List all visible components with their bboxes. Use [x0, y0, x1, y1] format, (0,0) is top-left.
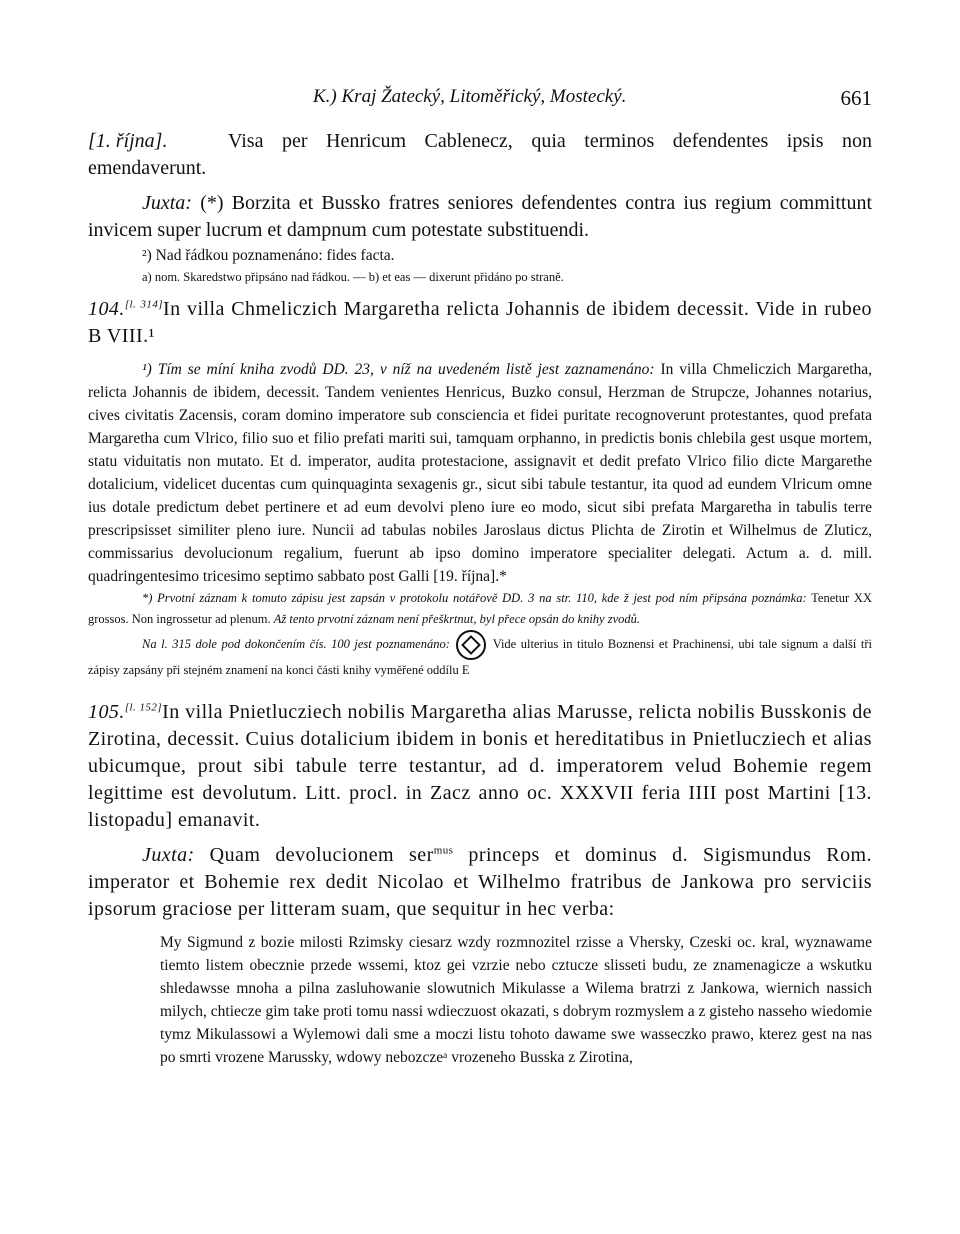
note-star-3: Až tento prvotní záznam není přeškrtnut, byl přece opsán do knihy zvodů.	[273, 612, 641, 626]
entry-105-juxta	[88, 842, 872, 923]
visa-text: Visa per Henricum Cablenecz, quia terminos defendentes ipsis non emendaverunt.	[88, 130, 872, 179]
footnote-2: ²) Nad řádkou poznamenáno: fides facta.	[142, 247, 395, 264]
entry-104-note-star	[88, 588, 872, 630]
signum-icon	[456, 630, 486, 660]
entry-104-note-1	[88, 358, 872, 588]
document-page	[88, 86, 872, 1069]
page-number: 661	[840, 86, 872, 110]
entry-105-number: 105.	[88, 701, 125, 723]
entry-104-number: 104.	[88, 298, 125, 320]
footnote-ab: a) nom. Skaredstwo připsáno nad řádkou. — b) et eas — dixerunt přidáno po straně.	[142, 270, 564, 284]
entry-105	[88, 699, 872, 834]
entry-104-text: In villa Chmeliczich Margaretha relicta Johannis de ibidem decessit. Vide in rubeo B VIII.¹	[88, 298, 873, 347]
note-1-lead: ¹) Tím se míní kniha zvodů DD. 23, v níž na uvedeném listě jest zaznamenáno:	[142, 361, 655, 378]
entry-105-juxta-post: princeps et dominus d. Sigismundus Rom. imperator et Bohemie rex dedit Nicolao et Wilhelmo fratribus de Jankowa pro serviciis ipsorum graciose per litteram suam, que sequitur in hec verba:	[88, 844, 873, 920]
entry-104-note-sign	[88, 630, 872, 681]
note-star-1: *) Prvotní záznam k tomuto zápisu jest zapsán v protokolu notářově DD. 3 na str. 110, kde ž jest pod ním připsána poznámka:	[142, 591, 807, 605]
entry-104-ref: [l. 314]	[124, 298, 164, 311]
entry-105-juxta-label: Juxta:	[142, 844, 195, 866]
running-head	[88, 86, 872, 116]
entry-105-ref: [l. 152]	[124, 701, 163, 714]
entry-105-quote: My Sigmund z bozie milosti Rzimsky ciesarz wzdy rozmnozitel rzisse a Vhersky, Czeski oc. kral, wyznawame tiemto listem obecznie przede wssemi, ktoz gei vzrzie nebo cztucze slisseti budu, ze znamenagicze a wskutku shledawsse mnoha a pilna zasluhowanie slowutnich Mikulasse a Wilema bratrzi z Jankowa, wiernich nassich milych, chtiecze gim take proti tomu nassi wdieczuost okazati, s dobrym rozmyslem a z gisteho nasseho wiedomie tymz Mikulassowi a Wylemowi dali sme a moczi listu tohoto dawame swe wasseczko prawo, kterez gest na nas po smrti vrozene Marussky, wdowy nebozczeᵃ vrozeneho Busska z Zirotina,	[160, 934, 872, 1066]
entry-visa	[88, 128, 872, 182]
juxta-label: Juxta:	[142, 192, 192, 214]
date-lead: [1. října].	[88, 130, 168, 152]
note-1-text: In villa Chmeliczich Margaretha, relicta Johannis de ibidem, decessit. Tandem venientes Henricus, Buzko consul, Herzman de Strupcze, Johannes notarius, cives civitatis Zacensis, coram domino imperatore sub consciencia et fidei puritate recognoverunt protestantes, quod prefata Margaretha cum Vlrico, filio suo et filio prefati mariti sui, tamquam orphanno, in predictis bonis chlebila gest usque mortem, statu viduitatis non mutato. Et d. imperator, audita protestacione, assignavit et dedit prefato Vlrico filio dicte Margarethe dotalicium, videlicet ducentas cum quinquaginta sexagenis gr., sicut sibi tabule testantur, ita quod ad eundem Vlricum omne ius dotale predictum debet pertinere et ad eum devolvi pleno iure eo modo, sicut sibi prefata Margaretha in tabulis terre prescripsisset similiter pleno iure. Nuncii ad tabulas nobiles Jaroslaus dictus Plichta de Zirotin et Wilhelmus de Zluticz, commissarius devolucionum regalium, fuerunt ab ipso domino imperatore specialiter delegati. Actum a. d. mill. quadringentesimo tricesimo septimo sabbato post Galli [19. října].*	[88, 361, 873, 585]
juxta-text: (*) Borzita et Bussko fratres seniores defendentes contra ius regium committunt invicem super lucrum et dampnum cum potestate substituendi.	[88, 192, 873, 241]
note-sign-2: Vide ulterius in titulo Boznensi et Prachinensi, ubi tale signum a další tři zápisy zapsány při stejném znamení na konci části knihy vyměřené oddílu E	[88, 636, 873, 677]
entry-104	[88, 296, 872, 350]
entry-105-text: In villa Pnietlucziech nobilis Margaretha alias Marusse, relicta nobilis Busskonis de Zirotina, decessit. Cuius dotalicium ibidem in bonis et hereditatibus in Pnietlucziech et alias ubicumque, prout sibi tabule terre testantur, ad d. imperatorem velud Bohemie regem legittime est devolutum. Litt. procl. in Zacz anno oc. XXXVII feria IIII post Martini [13. listopadu] emanavit.	[88, 701, 873, 831]
entry-juxta	[88, 190, 872, 244]
entry-105-juxta-pre: Quam devolucionem ser	[209, 844, 434, 866]
running-title: K.) Kraj Žatecký, Litoměřický, Mostecký.	[313, 86, 627, 107]
entry-105-juxta-sup: mus	[433, 844, 454, 857]
note-sign-1: Na l. 315 dole pod dokončením čís. 100 jest poznamenáno:	[142, 636, 450, 651]
note-star-2: Tenetur XX grossos. Non ingrossetur ad plenum.	[88, 591, 872, 626]
